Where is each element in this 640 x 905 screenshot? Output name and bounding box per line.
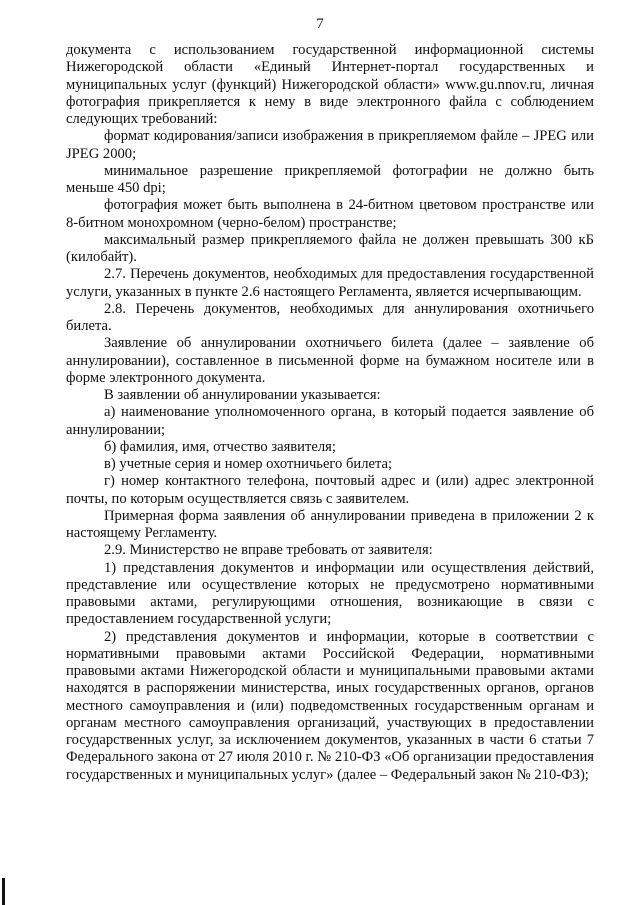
list-item-a: а) наименование уполномоченного органа, в который подается заявление об аннулировании; (66, 404, 594, 438)
paragraph-format-requirement: формат кодирования/записи изображения в прикрепляемом файле – JPEG или JPEG 2000; (66, 128, 594, 162)
paragraph-2-8: 2.8. Перечень документов, необходимых для аннулирования охотничьего билета. (66, 300, 594, 334)
page-number: 7 (316, 16, 324, 32)
list-item-2: 2) представления документов и информации, которые в соответствии с нормативными правовыми актами Российской Федерации, нормативными правовыми актами Нижегородской области и муниципальными правовыми актами находятся в распоряжении министерства, иных государственных органов, органов местного самоуправления и (или) подведомственных государственным органам и органам местного самоуправления организаций, участвующих в предоставлении государственных услуг, за исключением документов, указанных в части 6 статьи 7 Федерального закона от 27 июля 2010 г. № 210-ФЗ «Об организации предоставления государственных и муниципальных услуг» (далее – Федеральный закон № 210-ФЗ); (66, 628, 594, 783)
scan-edge-mark (2, 878, 5, 905)
paragraph-application-contents: В заявлении об аннулировании указывается: (104, 387, 381, 403)
paragraph-size-requirement: максимальный размер прикрепляемого файла не должен превышать 300 кБ (килобайт). (66, 231, 594, 265)
list-item-1: 1) представления документов и информации или осуществления действий, представление или осуществление которых не предусмотрено нормативными правовыми актами, регулирующими отношения, возникающие в связи с предоставлением государственной услуги; (66, 559, 594, 628)
document-body (66, 42, 594, 784)
list-item-g: г) номер контактного телефона, почтовый адрес и (или) адрес электронной почты, по которым осуществляется связь с заявителем. (66, 473, 594, 507)
paragraph-color-requirement: фотография может быть выполнена в 24-битном цветовом пространстве или 8-битном монохромном (черно-белом) пространстве; (66, 197, 594, 231)
paragraph-sample-form: Примерная форма заявления об аннулировании приведена в приложении 2 к настоящему Регламенту. (66, 507, 594, 541)
paragraph-resolution-requirement: минимальное разрешение прикрепляемой фотографии не должно быть меньше 450 dpi; (66, 162, 594, 196)
paragraph-annulment-application: Заявление об аннулировании охотничьего билета (далее – заявление об аннулировании), составленное в письменной форме на бумажном носителе или в форме электронного документа. (66, 335, 594, 386)
list-item-v: в) учетные серия и номер охотничьего билета; (104, 456, 393, 472)
paragraph-photo-intro: документа с использованием государственной информационной системы Нижегородской области «Единый Интернет-портал государственных и муниципальных услуг (функций) Нижегородской области» www.gu.nnov.ru, личная фотография прикрепляется к нему в виде электронного файла с соблюдением следующих требований: (66, 42, 594, 127)
list-item-b: б) фамилия, имя, отчество заявителя; (104, 438, 336, 455)
paragraph-2-7: 2.7. Перечень документов, необходимых для предоставления государственной услуги, указанных в пункте 2.6 настоящего Регламента, является исчерпывающим. (66, 266, 594, 300)
paragraph-2-9: 2.9. Министерство не вправе требовать от заявителя: (104, 542, 433, 559)
